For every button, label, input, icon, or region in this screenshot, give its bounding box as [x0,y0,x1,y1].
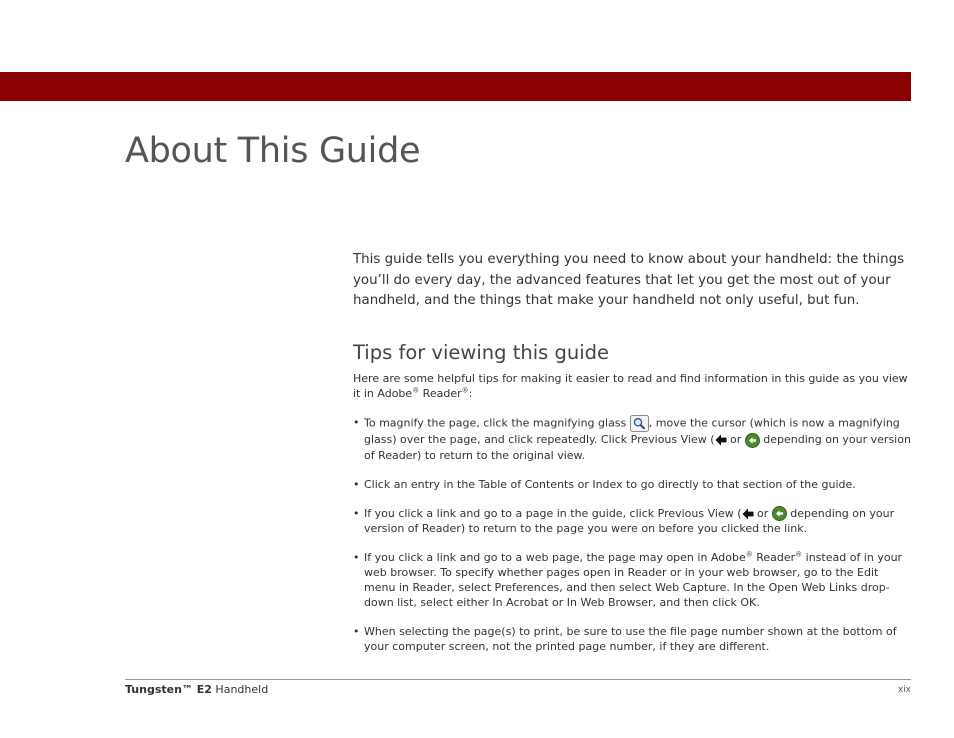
section-lead: Here are some helpful tips for making it easier to read and find information in this guide as you view it in Adobe® Reader®: [353,372,908,400]
bullet: • [353,625,360,638]
bullet: • [353,506,360,520]
list-item: • When selecting the page(s) to print, be sure to use the file page number shown at the bottom of your computer screen, not the printed page number, if they are different. [353,625,897,653]
registered-mark: ® [412,386,420,395]
magnifying-glass-icon [630,415,649,432]
list-item: • If you click a link and go to a page in the guide, click Previous View ( or depending on your version of Reader) to return to the page you were on before you clicked the link. [353,506,895,535]
footer-page-number: xix [897,685,911,695]
page-title: About This Guide [125,131,421,171]
list-item: • If you click a link and go to a web page, the page may open in Adobe® Reader® instead of in your web browser. To specify whether pages open in Reader or in your web browser, go to the Edit menu in Reader, select Preferences, and then select Web Capture. In the Open Web Links drop-down list, select either In Acrobat or In Web Browser, and then click OK. [353,550,903,609]
tips-list [353,415,911,654]
registered-mark: ® [461,386,469,395]
previous-view-circle-icon [745,433,760,448]
footer-divider [125,679,911,680]
registered-mark: ® [745,550,753,559]
previous-view-arrow-icon [715,434,727,446]
bullet: • [353,416,360,429]
bullet: • [353,477,360,491]
footer-product-name: Tungsten™ E2 Handheld [125,683,269,696]
list-item: • To magnify the page, click the magnifying glass , move the cursor (which is now a magnifying glass) over the page, and click repeatedly. Click Previous View ( or depending on your version of Reader) to return to the original view. [353,416,911,462]
previous-view-arrow-icon [742,508,754,520]
section-title: Tips for viewing this guide [353,341,610,364]
list-item: • Click an entry in the Table of Contents or Index to go directly to that section of the guide. [353,477,856,491]
previous-view-circle-icon [772,506,787,521]
intro-paragraph: This guide tells you everything you need to know about your handheld: the things you’ll do every day, the advanced features that let you get the most out of your handheld, and the things that make your handheld not only useful, but fun. [353,252,905,308]
registered-mark: ® [795,550,803,559]
header-bar [0,72,911,101]
bullet: • [353,551,360,564]
